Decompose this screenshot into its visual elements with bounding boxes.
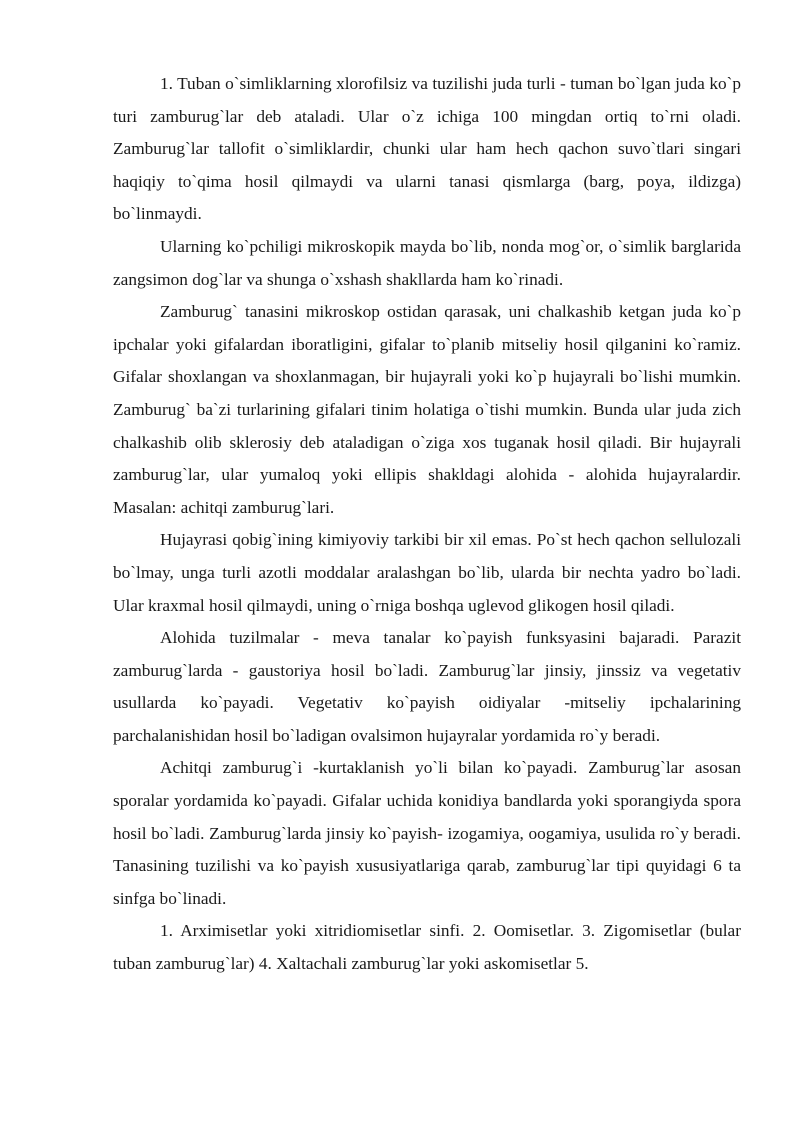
paragraph-5: Alohida tuzilmalar - meva tanalar ko`payish funksyasini bajaradi. Parazit zamburug`larda - gaustoriya hosil bo`ladi. Zamburug`lar jinsiy, jinssiz va vegetativ usullarda ko`payadi. Vegetativ ko`payish oidiyalar -mitseliy ipchalarining parchalanishidan hosil bo`ladigan ovalsimon hujayralar yordamida ro`y beradi. bbox=[113, 628, 741, 745]
paragraph-6: Achitqi zamburug`i -kurtaklanish yo`li bilan ko`payadi. Zamburug`lar asosan sporalar yordamida ko`payadi. Gifalar uchida konidiya bandlarda yoki sporangiyda spora hosil bo`ladi. Zamburug`larda jinsiy ko`payish- izogamiya, oogamiya, usulida ro`y beradi. Tanasining tuzilishi va ko`payish xususiyatlariga qarab, zamburug`lar tipi quyidagi 6 ta sinfga bo`linadi. bbox=[113, 758, 741, 908]
document-page bbox=[113, 68, 741, 981]
paragraph-3: Zamburug` tanasini mikroskop ostidan qarasak, uni chalkashib ketgan juda ko`p ipchalar yoki gifalardan iboratligini, gifalar to`planib mitseliy hosil qilganini ko`ramiz. Gifalar shoxlangan va shoxlanmagan, bir hujayrali yoki ko`p hujayrali bo`lishi mumkin. Zamburug` ba`zi turlarining gifalari tinim holatiga o`tishi mumkin. Bunda ular juda zich chalkashib olib sklerosiy deb ataladigan o`ziga xos tuganak hosil qiladi. Bir hujayrali zamburug`lar, ular yumaloq yoki ellipis shakldagi alohida - alohida hujayralardir. Masalan: achitqi zamburug`lari. bbox=[113, 302, 741, 517]
paragraph-7: 1. Arximisetlar yoki xitridiomisetlar sinfi. 2. Oomisetlar. 3. Zigomisetlar (bular tuban zamburug`lar) 4. Xaltachali zamburug`lar yoki askomisetlar 5. bbox=[113, 921, 741, 974]
paragraph-4: Hujayrasi qobig`ining kimiyoviy tarkibi bir xil emas. Po`st hech qachon sellulozali bo`lmay, unga turli azotli moddalar aralashgan bo`lib, ularda bir nechta yadro bo`ladi. Ular kraxmal hosil qilmaydi, uning o`rniga boshqa uglevod glikogen hosil qiladi. bbox=[113, 530, 741, 615]
paragraph-1: 1. Tuban o`simliklarning xlorofilsiz va tuzilishi juda turli - tuman bo`lgan juda ko`p turi zamburug`lar deb ataladi. Ular o`z ichiga 100 mingdan ortiq to`rni oladi. Zamburug`lar tallofit o`simliklardir, chunki ular ham hech qachon suvo`tlari singari haqiqiy to`qima hosil qilmaydi va ularni tanasi qismlarga (barg, poya, ildizga) bo`linmaydi. bbox=[113, 74, 741, 224]
paragraph-2: Ularning ko`pchiligi mikroskopik mayda bo`lib, nonda mog`or, o`simlik barglarida zangsimon dog`lar va shunga o`xshash shakllarda ham ko`rinadi. bbox=[113, 236, 741, 289]
